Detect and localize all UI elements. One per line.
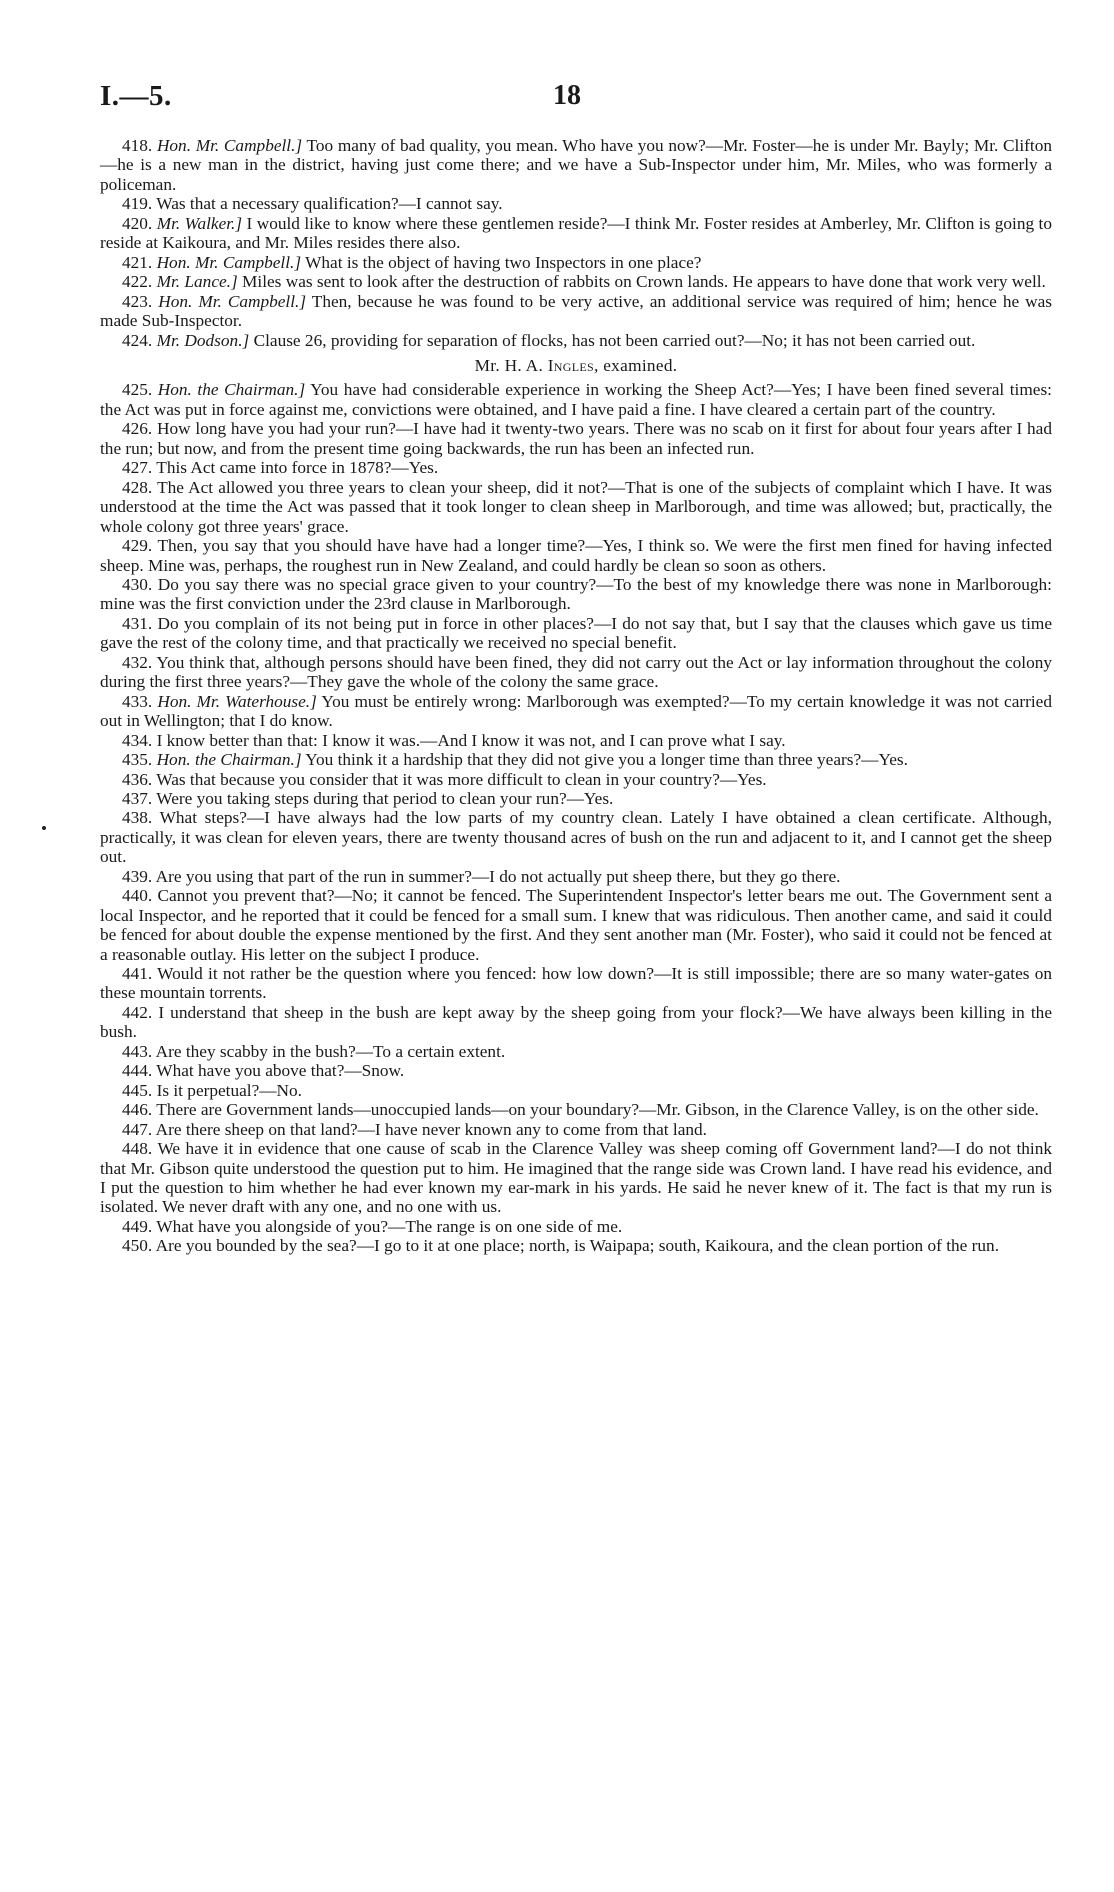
- question-text: Miles was sent to look after the destruction of rabbits on Crown lands. He appears to have done that work very well.: [237, 272, 1046, 292]
- question-number: 441.: [122, 964, 153, 984]
- question-text: What steps?—I have always had the low parts of my country clean. Lately I have obtained a clean certificate. Although, practically, it was clean for eleven years, there are twenty thousand acres of bush on the run and adjacent to it, and I cannot get the sheep out.: [100, 808, 1053, 867]
- question-418: [100, 136, 1052, 194]
- question-text: I understand that sheep in the bush are kept away by the sheep going from your flock?—We have always been killing in the bush.: [100, 1002, 1052, 1042]
- evidence-block-2: [100, 380, 1052, 1255]
- question-text: Then, because he was found to be very active, an additional service was required of him; hence he was made Sub-Inspector.: [100, 291, 1053, 331]
- question-text: I know better than that: I know it was.—And I know it was not, and I can prove what I say.: [156, 730, 786, 750]
- question-426: [100, 419, 1052, 458]
- question-text: Too many of bad quality, you mean. Who have you now?—Mr. Foster—he is under Mr. Bayly; Mr. Clifton—he is a new man in the district, having just come there; and we have a Sub-Inspector under him, Mr. Miles, who was formerly a policeman.: [100, 136, 1052, 194]
- question-number: 435.: [122, 750, 153, 770]
- question-number: 450.: [122, 1236, 153, 1256]
- margin-mark: [42, 826, 46, 830]
- question-text: You must be entirely wrong: Marlborough was exempted?—To my certain knowledge it was not carried out in Wellington; that I do know.: [100, 691, 1052, 731]
- question-number: 442.: [122, 1002, 153, 1022]
- speaker: Hon. Mr. Campbell.]: [158, 291, 307, 311]
- question-text: Was that a necessary qualification?—I cannot say.: [156, 194, 503, 214]
- question-number: 428.: [122, 477, 153, 497]
- question-text: Are there sheep on that land?—I have never known any to come from that land.: [155, 1119, 707, 1139]
- question-text: You think it a hardship that they did not give you a longer time than three years?—Yes.: [301, 750, 908, 770]
- question-440: [100, 886, 1052, 964]
- question-text: Then, you say that you should have have had a longer time?—Yes, I think so. We were the first men fined for having infected sheep. Mine was, perhaps, the roughest run in New Zealand, and could hardly be clean so soon as others.: [100, 536, 1052, 575]
- question-number: 449.: [122, 1216, 153, 1236]
- minutes-body: [100, 136, 1052, 1256]
- question-text: There are Government lands—unoccupied lands—on your boundary?—Mr. Gibson, in the Clarence Valley, is on the other side.: [156, 1100, 1039, 1120]
- question-number: 424.: [122, 330, 153, 350]
- question-number: 444.: [122, 1061, 153, 1081]
- page-number: 18: [553, 80, 581, 111]
- question-text: Do you complain of its not being put in force in other places?—I do not say that, but I say that the clauses which gave us time gave the rest of the colony time, and that practically we received no special benefit.: [100, 613, 1052, 653]
- question-431: [100, 614, 1052, 653]
- question-number: 439.: [122, 866, 153, 886]
- question-number: 419.: [122, 194, 153, 214]
- question-428: [100, 478, 1052, 536]
- question-439: [100, 867, 1052, 886]
- question-number: 437.: [122, 788, 153, 808]
- witness-heading: Mr. H. A. Ingles, examined.: [474, 355, 678, 375]
- question-number: 422.: [122, 272, 153, 292]
- question-number: 429.: [122, 536, 153, 556]
- speaker: Mr. Dodson.]: [156, 330, 250, 350]
- speaker: Hon. Mr. Campbell.]: [156, 252, 302, 272]
- question-number: 426.: [122, 419, 153, 439]
- question-number: 438.: [122, 808, 153, 828]
- question-445: [100, 1081, 1052, 1100]
- document-reference: I.—5.: [100, 80, 172, 112]
- question-444: [100, 1061, 1052, 1080]
- question-text: I would like to know where these gentlemen reside?—I think Mr. Foster resides at Amberley, Mr. Clifton is going to reside at Kaikoura, and Mr. Miles resides there also.: [100, 213, 1052, 253]
- question-number: 431.: [122, 613, 153, 633]
- question-number: 436.: [122, 769, 153, 789]
- question-number: 446.: [122, 1100, 153, 1120]
- question-441: [100, 964, 1052, 1003]
- question-number: 423.: [122, 291, 153, 311]
- question-text: What have you alongside of you?—The range is on one side of me.: [156, 1216, 623, 1236]
- question-429: [100, 536, 1052, 575]
- question-421: [100, 253, 1052, 272]
- question-446: [100, 1100, 1052, 1119]
- question-text: Do you say there was no special grace given to your country?—To the best of my knowledge there was none in Marlborough: mine was the first conviction under the 23rd clause in Marlborough.: [100, 574, 1052, 614]
- question-text: Are you using that part of the run in summer?—I do not actually put sheep there, but they go there.: [155, 866, 841, 886]
- speaker: Hon. Mr. Campbell.]: [156, 136, 303, 155]
- question-text: What have you above that?—Snow.: [156, 1061, 405, 1081]
- question-text: Clause 26, providing for separation of flocks, has not been carried out?—No; it has not been carried out.: [249, 330, 976, 350]
- question-text: You think that, although persons should have been fined, they did not carry out the Act or lay information throughout the colony during the first three years?—They gave the whole of the colony the same grace.: [100, 652, 1052, 692]
- question-432: [100, 653, 1052, 692]
- question-number: 434.: [122, 730, 153, 750]
- question-number: 433.: [122, 691, 153, 711]
- question-text: You have had considerable experience in working the Sheep Act?—Yes; I have been fined several times: the Act was put in force against me, convictions were obtained, and I have paid a fine. I have cleared a certain part of the country.: [100, 380, 1052, 419]
- question-number: 447.: [122, 1119, 153, 1139]
- question-442: [100, 1003, 1052, 1042]
- question-434: [100, 731, 1052, 750]
- speaker: Hon. the Chairman.]: [156, 750, 302, 770]
- page-header: [100, 80, 1052, 124]
- question-435: [100, 750, 1052, 769]
- question-number: 421.: [122, 252, 153, 272]
- witness-name: Ingles: [547, 355, 594, 375]
- speaker: Hon. Mr. Waterhouse.]: [157, 691, 317, 711]
- question-448: [100, 1139, 1052, 1217]
- question-436: [100, 770, 1052, 789]
- question-text: Were you taking steps during that period to clean your run?—Yes.: [156, 788, 614, 808]
- question-number: 432.: [122, 652, 153, 672]
- question-text: Would it not rather be the question where you fenced: how low down?—It is still impossible; there are so many water-gates on these mountain torrents.: [100, 964, 1052, 1003]
- question-text: Are they scabby in the bush?—To a certain extent.: [155, 1041, 506, 1061]
- question-text: We have it in evidence that one cause of scab in the Clarence Valley was sheep coming off Government land?—I do not think that Mr. Gibson quite understood the question put to him. He imagined that the range side was Crown land. I have read his evidence, and I put the question to him whether he had ever known my ear-mark in his yards. He said he never knew of it. The fact is that my run is isolated. We never draft with any one, and no one with us.: [100, 1139, 1052, 1217]
- question-text: How long have you had your run?—I have had it twenty-two years. There was no scab on it first for about four years after I had the run; but now, and from the present time going backwards, the run has been an infected run.: [100, 419, 1052, 458]
- question-425: [100, 380, 1052, 419]
- question-number: 448.: [122, 1139, 153, 1159]
- question-text: The Act allowed you three years to clean your sheep, did it not?—That is one of the subjects of complaint which I have. It was understood at the time the Act was passed that it took longer to clean sheep in Marlborough, and time was allowed; but, practically, the whole colony got three years' grace.: [100, 477, 1052, 536]
- question-424: [100, 331, 1052, 350]
- question-number: 425.: [122, 380, 153, 400]
- question-text: What is the object of having two Inspectors in one place?: [301, 252, 702, 272]
- question-447: [100, 1120, 1052, 1139]
- question-450: [100, 1236, 1052, 1255]
- question-text: This Act came into force in 1878?—Yes.: [156, 458, 439, 478]
- question-number: 427.: [122, 458, 153, 478]
- question-437: [100, 789, 1052, 808]
- speaker: Hon. the Chairman.]: [157, 380, 306, 400]
- question-number: 445.: [122, 1080, 153, 1100]
- question-number: 418.: [122, 136, 153, 155]
- evidence-block-1: [100, 136, 1052, 350]
- question-number: 430.: [122, 574, 153, 594]
- question-number: 440.: [122, 886, 153, 906]
- question-419: [100, 194, 1052, 213]
- question-423: [100, 292, 1052, 331]
- question-420: [100, 214, 1052, 253]
- question-449: [100, 1217, 1052, 1236]
- question-427: [100, 458, 1052, 477]
- question-422: [100, 272, 1052, 291]
- question-text: Is it perpetual?—No.: [156, 1080, 302, 1100]
- question-number: 420.: [122, 213, 153, 233]
- question-438: [100, 808, 1052, 866]
- question-text: Are you bounded by the sea?—I go to it at one place; north, is Waipapa; south, Kaikoura, and the clean portion of the run.: [155, 1236, 1000, 1256]
- question-text: Cannot you prevent that?—No; it cannot be fenced. The Superintendent Inspector's letter bears me out. The Government sent a local Inspector, and he reported that it could be fenced for a small sum. I knew that was ridiculous. Then another came, and said it could be fenced for about double the expense mentioned by the first. And they sent another man (Mr. Foster), who said it could not be fenced at a reasonable outlay. His letter on the subject I produce.: [100, 886, 1052, 964]
- question-text: Was that because you consider that it was more difficult to clean in your country?—Yes.: [156, 769, 767, 789]
- speaker: Mr. Walker.]: [156, 213, 243, 233]
- question-433: [100, 692, 1052, 731]
- question-430: [100, 575, 1052, 614]
- question-number: 443.: [122, 1041, 153, 1061]
- speaker: Mr. Lance.]: [156, 272, 238, 292]
- question-443: [100, 1042, 1052, 1061]
